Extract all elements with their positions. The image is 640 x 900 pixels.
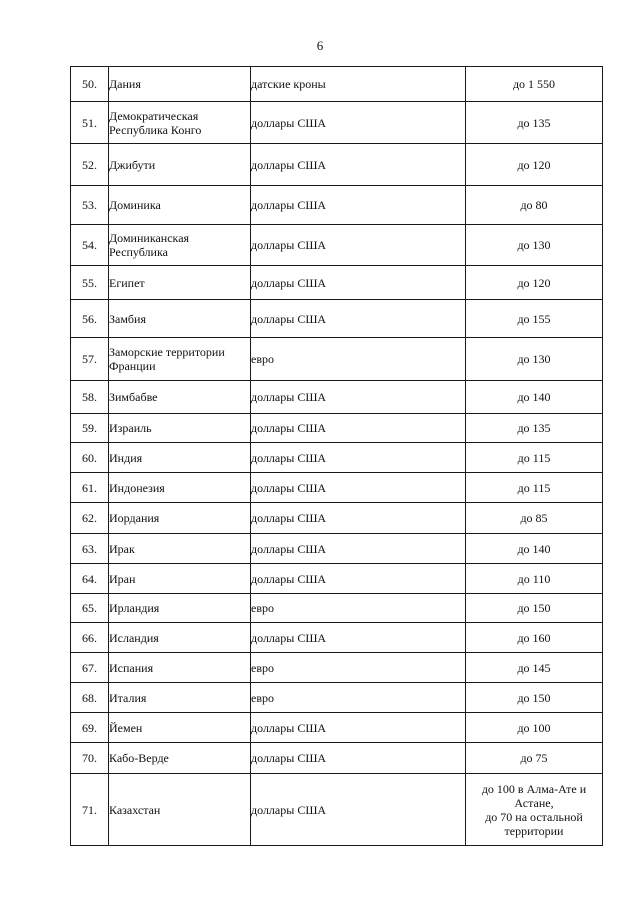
currency-cell: доллары США bbox=[251, 473, 466, 503]
amount-cell bbox=[466, 381, 603, 414]
currency-cell: доллары США bbox=[251, 713, 466, 743]
country-cell: Индонезия bbox=[109, 473, 251, 503]
amount-cell bbox=[466, 225, 603, 266]
country-cell: Йемен bbox=[109, 713, 251, 743]
currency-cell: доллары США bbox=[251, 381, 466, 414]
country-cell: Индия bbox=[109, 443, 251, 473]
table-body bbox=[71, 67, 603, 846]
amount-cell bbox=[466, 186, 603, 225]
currency-cell: доллары США bbox=[251, 186, 466, 225]
amount-line: до 130 bbox=[517, 238, 551, 252]
row-number: 58. bbox=[71, 381, 109, 414]
currency-cell: доллары США bbox=[251, 300, 466, 338]
currency-cell: доллары США bbox=[251, 414, 466, 443]
row-number: 52. bbox=[71, 144, 109, 186]
country-cell: Зимбабве bbox=[109, 381, 251, 414]
currency-cell: доллары США bbox=[251, 743, 466, 774]
row-number: 59. bbox=[71, 414, 109, 443]
table-row bbox=[71, 144, 603, 186]
amount-line: до 150 bbox=[517, 601, 551, 615]
amount-cell bbox=[466, 300, 603, 338]
amount-line: до 75 bbox=[520, 751, 548, 765]
table-row bbox=[71, 683, 603, 713]
currency-cell: доллары США bbox=[251, 534, 466, 564]
country-cell: Исландия bbox=[109, 623, 251, 653]
row-number: 67. bbox=[71, 653, 109, 683]
country-cell: Казахстан bbox=[109, 774, 251, 846]
row-number: 65. bbox=[71, 594, 109, 623]
row-number: 71. bbox=[71, 774, 109, 846]
table-row bbox=[71, 774, 603, 846]
table-row bbox=[71, 503, 603, 534]
row-number: 66. bbox=[71, 623, 109, 653]
amount-cell bbox=[466, 683, 603, 713]
row-number: 64. bbox=[71, 564, 109, 594]
amount-cell bbox=[466, 534, 603, 564]
country-cell: Ирландия bbox=[109, 594, 251, 623]
table-row bbox=[71, 67, 603, 102]
country-cell: Джибути bbox=[109, 144, 251, 186]
row-number: 63. bbox=[71, 534, 109, 564]
table-row bbox=[71, 225, 603, 266]
amount-cell bbox=[466, 67, 603, 102]
currency-cell: евро bbox=[251, 683, 466, 713]
currency-cell: доллары США bbox=[251, 144, 466, 186]
country-cell: Ирак bbox=[109, 534, 251, 564]
row-number: 68. bbox=[71, 683, 109, 713]
country-cell: Иордания bbox=[109, 503, 251, 534]
amount-cell bbox=[466, 713, 603, 743]
country-cell: Доминиканская Республика bbox=[109, 225, 251, 266]
table-row bbox=[71, 102, 603, 144]
currency-cell: доллары США bbox=[251, 266, 466, 300]
table-row bbox=[71, 594, 603, 623]
table-row bbox=[71, 743, 603, 774]
country-cell: Демократическая Республика Конго bbox=[109, 102, 251, 144]
amount-cell bbox=[466, 594, 603, 623]
amount-line: до 155 bbox=[517, 311, 551, 326]
currency-cell: датские кроны bbox=[251, 67, 466, 102]
amount-cell bbox=[466, 338, 603, 381]
currency-cell: евро bbox=[251, 594, 466, 623]
amount-line: до 1 550 bbox=[512, 77, 556, 91]
table-row bbox=[71, 623, 603, 653]
amount-cell bbox=[466, 623, 603, 653]
amount-cell bbox=[466, 144, 603, 186]
amount-cell bbox=[466, 443, 603, 473]
amount-cell bbox=[466, 266, 603, 300]
currency-cell: доллары США bbox=[251, 623, 466, 653]
row-number: 57. bbox=[71, 338, 109, 381]
row-number: 60. bbox=[71, 443, 109, 473]
row-number: 56. bbox=[71, 300, 109, 338]
amount-cell bbox=[466, 102, 603, 144]
row-number: 53. bbox=[71, 186, 109, 225]
amount-cell bbox=[466, 774, 603, 846]
amount-line: до 110 bbox=[517, 571, 551, 586]
country-cell: Дания bbox=[109, 67, 251, 102]
table-row bbox=[71, 414, 603, 443]
row-number: 62. bbox=[71, 503, 109, 534]
amount-cell bbox=[466, 743, 603, 774]
amount-line: до 150 bbox=[517, 690, 551, 705]
amount-line: до 115 bbox=[517, 450, 551, 465]
amount-line: до 100 bbox=[517, 720, 551, 735]
table-row bbox=[71, 338, 603, 381]
currency-cell: доллары США bbox=[251, 102, 466, 144]
amount-line: до 115 bbox=[517, 480, 551, 495]
country-cell: Италия bbox=[109, 683, 251, 713]
currency-cell: евро bbox=[251, 338, 466, 381]
amount-line: до 140 bbox=[517, 541, 551, 556]
amount-cell bbox=[466, 473, 603, 503]
amount-cell bbox=[466, 414, 603, 443]
row-number: 61. bbox=[71, 473, 109, 503]
country-cell: Замбия bbox=[109, 300, 251, 338]
amount-line: до 135 bbox=[517, 115, 551, 130]
table-row bbox=[71, 266, 603, 300]
country-cell: Испания bbox=[109, 653, 251, 683]
amount-line: до 100 в Алма-Ате и bbox=[481, 781, 587, 796]
table-row bbox=[71, 473, 603, 503]
row-number: 50. bbox=[71, 67, 109, 102]
amount-line: до 140 bbox=[517, 390, 551, 404]
row-number: 55. bbox=[71, 266, 109, 300]
table-row bbox=[71, 381, 603, 414]
amount-line: Астане, bbox=[514, 795, 554, 810]
table-row bbox=[71, 653, 603, 683]
rates-table bbox=[70, 66, 603, 846]
amount-line: до 120 bbox=[517, 275, 551, 290]
table-row bbox=[71, 534, 603, 564]
amount-line: территории bbox=[504, 823, 564, 838]
currency-cell: евро bbox=[251, 653, 466, 683]
currency-cell: доллары США bbox=[251, 225, 466, 266]
table-row bbox=[71, 186, 603, 225]
table-row bbox=[71, 443, 603, 473]
country-cell: Египет bbox=[109, 266, 251, 300]
table-row bbox=[71, 713, 603, 743]
amount-line: до 135 bbox=[517, 421, 551, 435]
page-number: 6 bbox=[316, 38, 324, 53]
amount-cell bbox=[466, 564, 603, 594]
currency-cell: доллары США bbox=[251, 774, 466, 846]
row-number: 54. bbox=[71, 225, 109, 266]
amount-cell bbox=[466, 653, 603, 683]
country-cell: Иран bbox=[109, 564, 251, 594]
country-cell: Заморские территории Франции bbox=[109, 338, 251, 381]
amount-line: до 130 bbox=[517, 352, 551, 366]
amount-line: до 160 bbox=[517, 630, 551, 645]
amount-line: до 120 bbox=[517, 157, 551, 172]
currency-cell: доллары США bbox=[251, 564, 466, 594]
table-row bbox=[71, 300, 603, 338]
amount-line: до 80 bbox=[520, 198, 548, 212]
table-row bbox=[71, 564, 603, 594]
amount-line: до 145 bbox=[517, 660, 551, 675]
country-cell: Израиль bbox=[109, 414, 251, 443]
row-number: 51. bbox=[71, 102, 109, 144]
currency-cell: доллары США bbox=[251, 503, 466, 534]
row-number: 69. bbox=[71, 713, 109, 743]
amount-line: до 70 на остальной bbox=[485, 809, 583, 824]
currency-cell: доллары США bbox=[251, 443, 466, 473]
country-cell: Кабо-Верде bbox=[109, 743, 251, 774]
country-cell: Доминика bbox=[109, 186, 251, 225]
amount-cell bbox=[466, 503, 603, 534]
amount-line: до 85 bbox=[520, 511, 548, 525]
row-number: 70. bbox=[71, 743, 109, 774]
